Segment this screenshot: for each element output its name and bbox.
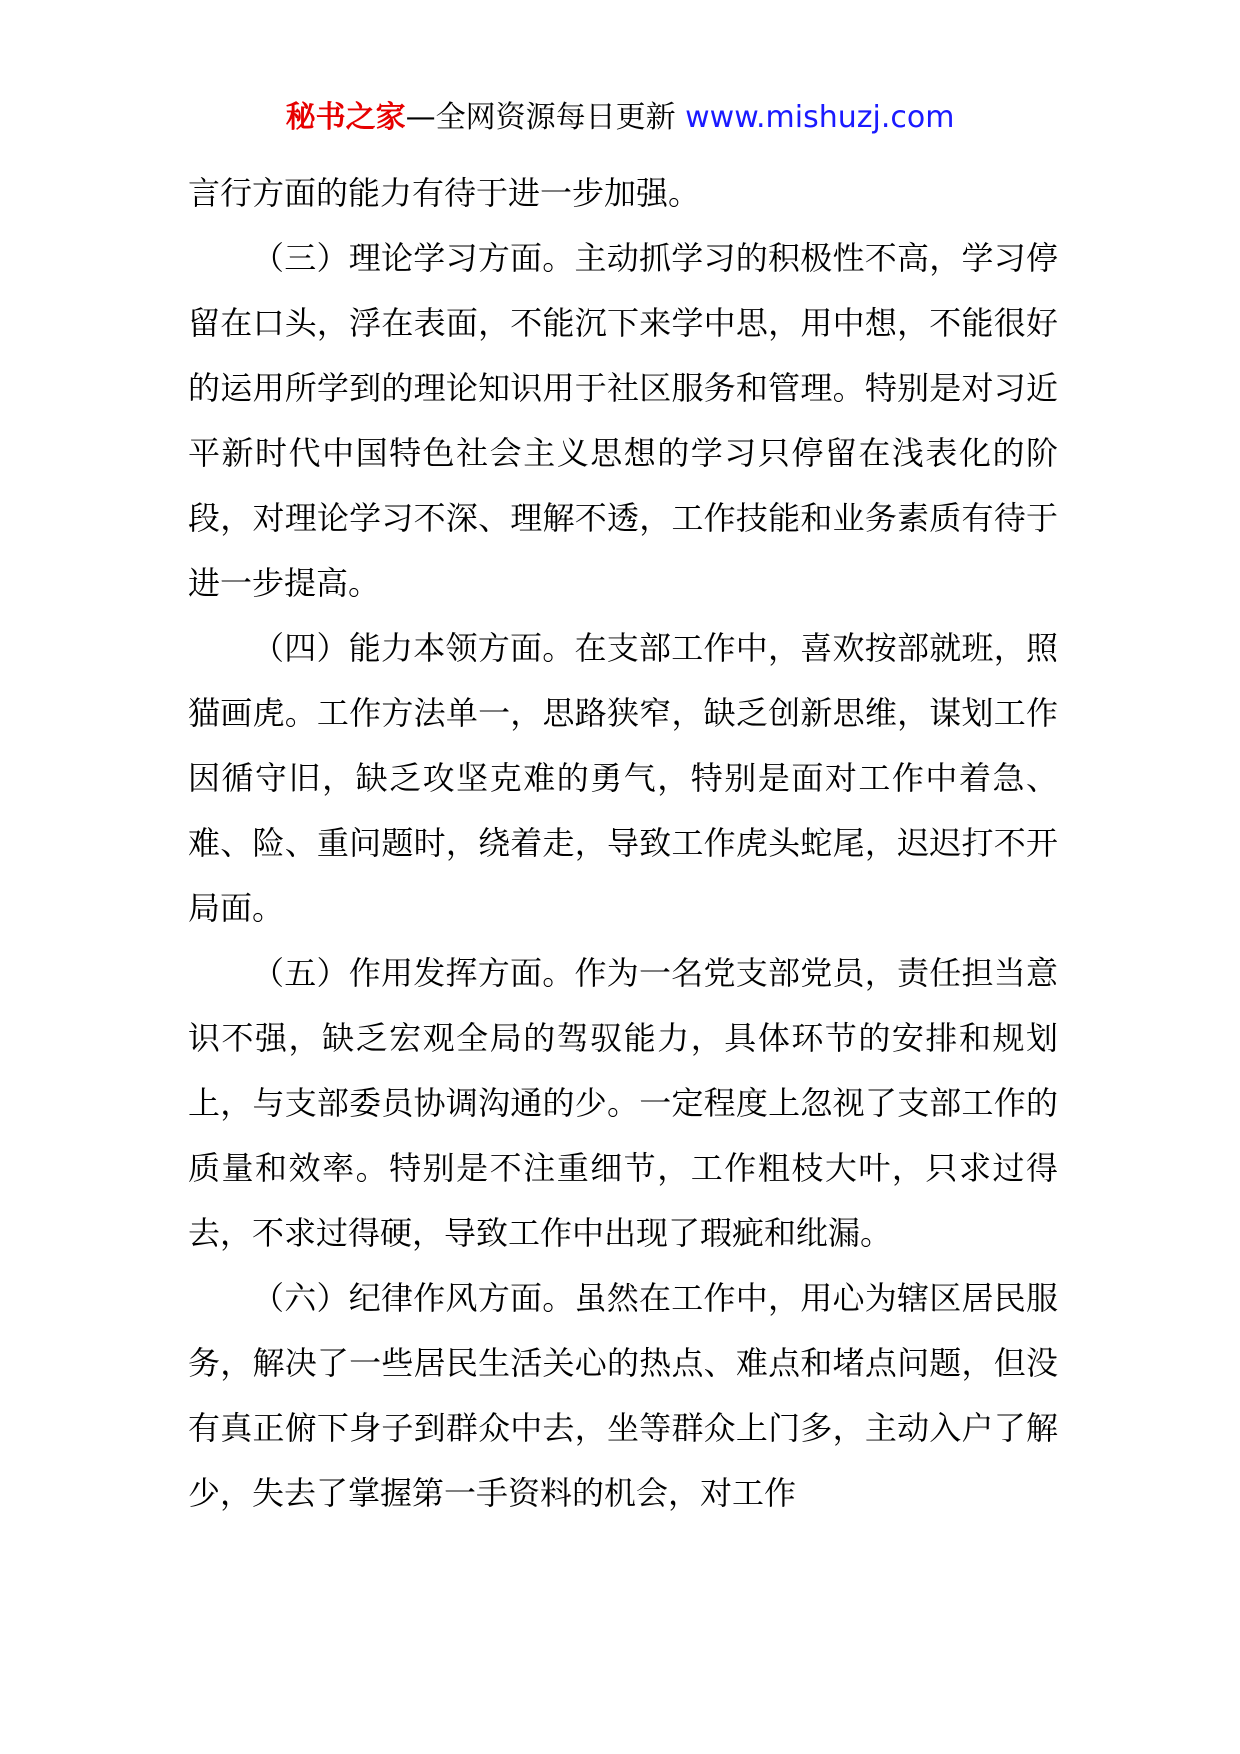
paragraph-ability: （四）能力本领方面。在支部工作中，喜欢按部就班，照猫画虎。工作方法单一，思路狭窄，缺乏创新思维，谋划工作因循守旧，缺乏攻坚克难的勇气，特别是面对工作中着急、难、险、重问题时，绕着走，导致工作虎头蛇尾，迟迟打不开局面。 bbox=[188, 629, 1058, 927]
site-url-link[interactable]: www.mishuzj.com bbox=[685, 100, 955, 135]
header-tagline: —全网资源每日更新 bbox=[405, 100, 686, 135]
paragraph-discipline: （六）纪律作风方面。虽然在工作中，用心为辖区居民服务，解决了一些居民生活关心的热点、难点和堵点问题，但没有真正俯下身子到群众中去，坐等群众上门多，主动入户了解少，失去了掌握第一手资料的机会，对工作 bbox=[188, 1279, 1058, 1512]
paragraph-role: （五）作用发挥方面。作为一名党支部党员，责任担当意识不强，缺乏宏观全局的驾驭能力，具体环节的安排和规划上，与支部委员协调沟通的少。一定程度上忽视了支部工作的质量和效率。特别是不注重细节，工作粗枝大叶，只求过得去，不求过得硬，导致工作中出现了瑕疵和纰漏。 bbox=[188, 954, 1058, 1252]
site-header bbox=[0, 98, 1240, 138]
brand-name: 秘书之家 bbox=[285, 100, 406, 135]
paragraph-theory-study: （三）理论学习方面。主动抓学习的积极性不高，学习停留在口头，浮在表面，不能沉下来学中思，用中想，不能很好的运用所学到的理论知识用于社区服务和管理。特别是对习近平新时代中国特色社会主义思想的学习只停留在浅表化的阶段，对理论学习不深、理解不透，工作技能和业务素质有待于进一步提高。 bbox=[188, 239, 1058, 602]
document-body bbox=[188, 161, 1058, 1526]
paragraph-continuation: 言行方面的能力有待于进一步加强。 bbox=[188, 174, 701, 212]
